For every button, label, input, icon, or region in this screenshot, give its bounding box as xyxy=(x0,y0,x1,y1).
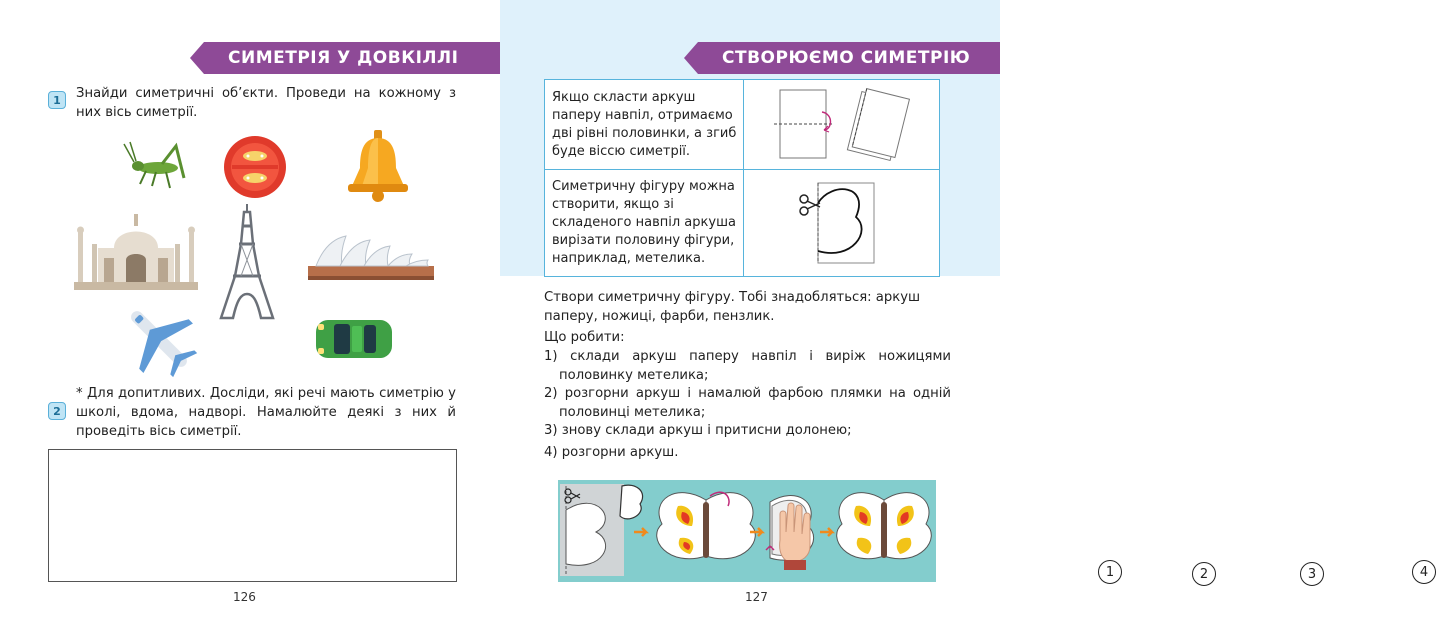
task-1-text: Знайди симетричні об’єкти. Проведи на кожному з них вісь симетрії. xyxy=(76,86,456,120)
step-4-text: 4) розгорни аркуш. xyxy=(544,445,679,460)
step-label-1: 1 xyxy=(1098,560,1122,584)
airplane-icon xyxy=(120,300,198,378)
fold-illustration xyxy=(744,80,940,170)
car-icon xyxy=(314,316,394,362)
tomato-icon xyxy=(222,134,288,200)
left-banner xyxy=(204,42,500,74)
right-page xyxy=(500,0,1429,634)
left-page-number: 126 xyxy=(233,590,256,604)
info-table xyxy=(544,79,940,277)
scissors-icon xyxy=(800,195,820,215)
task-2-text: * Для допитливих. Досліди, які речі мають симетрію у школі, вдома, надворі. Намалюйте деякі з них й проведіть вісь симетрії. xyxy=(76,386,456,439)
info-text-fold: Якщо скласти аркуш паперу навпіл, отримаємо дві рівні половинки, а згиб буде віссю симетрії. xyxy=(545,80,744,170)
taj-mahal-icon xyxy=(74,208,198,290)
folded-paper-icon xyxy=(744,82,936,168)
drawing-area[interactable] xyxy=(48,449,457,582)
right-page-number: 127 xyxy=(745,590,768,604)
step-label-2: 2 xyxy=(1192,562,1216,586)
step-1-text: 1) склади аркуш паперу навпіл і виріж ножицями половинку метелика; xyxy=(544,349,951,383)
info-row-fold xyxy=(545,80,940,170)
info-row-cut xyxy=(545,170,940,277)
cut-illustration xyxy=(744,170,940,277)
step-2-text: 2) розгорни аркуш і намалюй фарбою плямки на одній половинці метелика; xyxy=(544,386,951,420)
left-page xyxy=(0,0,500,634)
intro-text: Створи симетричну фігуру. Тобі знадобляться: аркуш паперу, ножиці, фарби, пензлик. xyxy=(544,290,921,324)
bell-icon xyxy=(340,128,416,204)
sydney-opera-icon xyxy=(306,232,436,282)
left-banner-title: СИМЕТРІЯ У ДОВКІЛЛІ xyxy=(228,48,459,68)
eiffel-tower-icon xyxy=(219,204,275,320)
task-2-number: 2 xyxy=(48,402,66,420)
step-label-3: 3 xyxy=(1300,562,1324,586)
what-to-do-label: Що робити: xyxy=(544,330,625,345)
grasshopper-icon xyxy=(122,138,192,194)
right-banner-title: СТВОРЮЄМО СИМЕТРІЮ xyxy=(722,48,971,68)
butterfly-cut-icon xyxy=(744,177,936,269)
task-1-number: 1 xyxy=(48,91,66,109)
info-text-cut: Симетричну фігуру можна створити, якщо зі складеного навпіл аркуша вирізати половину фігури, наприклад, метелика. xyxy=(545,170,744,277)
steps-illustration xyxy=(558,480,936,582)
butterfly-steps-graphic xyxy=(558,480,936,582)
right-banner xyxy=(698,42,1000,74)
step-3-text: 3) знову склади аркуш і притисни долонею; xyxy=(544,423,852,438)
step-label-4: 4 xyxy=(1412,560,1436,584)
